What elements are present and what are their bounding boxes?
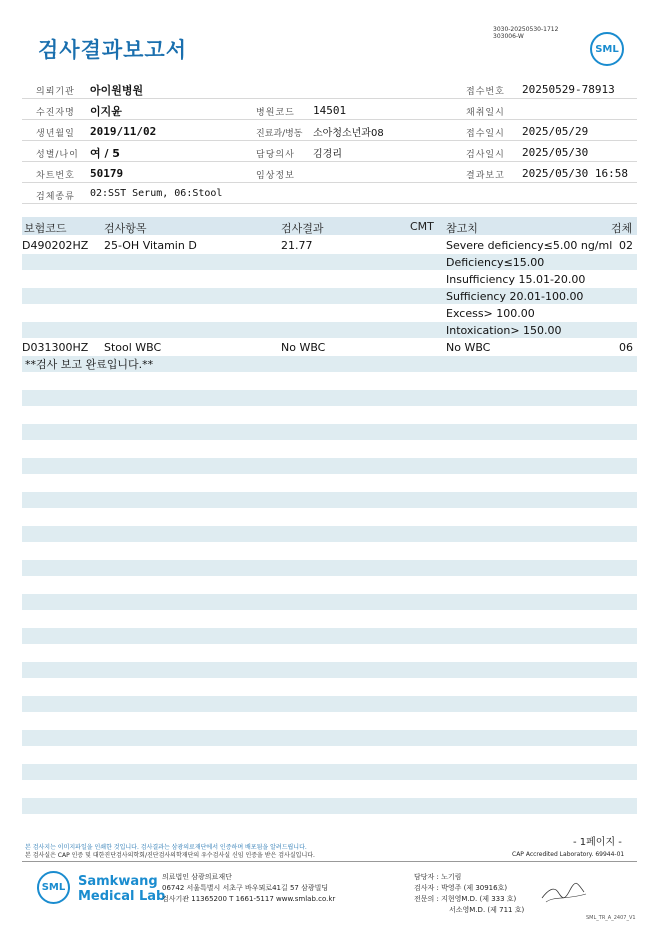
- header-result: 검사결과: [281, 222, 324, 235]
- dob-label: 생년월일: [36, 129, 75, 139]
- test-date-value: 2025/05/30: [522, 146, 589, 159]
- table-stripe: [22, 696, 637, 712]
- patient-value: 이지윤: [90, 105, 122, 118]
- hospital-code-label: 병원코드: [256, 108, 295, 118]
- org-address: 06742 서울특별시 서초구 바우뫼로41길 57 삼광빌딩: [162, 884, 329, 892]
- test-date-label: 검사일시: [466, 150, 505, 160]
- doctor-label: 담당의사: [256, 150, 295, 160]
- table-stripe: [22, 390, 637, 406]
- doctor-value: 김경리: [313, 149, 342, 160]
- header-cmt: CMT: [410, 220, 434, 233]
- form-code: SML_TR_A_2407_V1: [586, 915, 636, 921]
- info-row-5: [22, 163, 637, 183]
- header-specimen: 검체: [611, 222, 633, 235]
- staff-specialist-1: 전문의 : 지현영M.D. (제 333 호): [414, 895, 517, 903]
- info-row-4: [22, 142, 637, 162]
- org-name: 의료법인 삼광의료재단: [162, 873, 232, 881]
- info-row-6: [22, 184, 637, 204]
- table-stripe: [22, 764, 637, 780]
- results-table-header: [22, 217, 637, 235]
- row-reference: Insufficiency 15.01-20.00: [446, 273, 586, 286]
- footer-note-cap: 본 검사실은 CAP 인증 및 대한진단검사의학회/진단검사의학재단의 우수검사실 신임 인증을 받은 검사실입니다.: [25, 852, 315, 859]
- signature-icon: [540, 880, 590, 908]
- receipt-date-label: 접수일시: [466, 129, 505, 139]
- row-specimen: 06: [619, 341, 633, 354]
- collect-date-label: 채취일시: [466, 108, 505, 118]
- specimen-value: 02:SST Serum, 06:Stool: [90, 188, 223, 199]
- sml-footer-logo-icon: SML: [37, 871, 70, 904]
- table-stripe: [22, 798, 637, 814]
- document-code: [493, 26, 558, 40]
- table-stripe: [22, 662, 637, 678]
- report-date-label: 결과보고: [466, 171, 505, 181]
- table-stripe: [22, 492, 637, 508]
- chart-label: 차트번호: [36, 171, 75, 181]
- brand-name-line2: Medical Lab: [78, 889, 166, 904]
- staff-specialist-2: 서소영M.D. (제 711 호): [449, 906, 525, 914]
- info-row-1: [22, 79, 637, 99]
- table-stripe: [22, 526, 637, 542]
- row-reference: Excess> 100.00: [446, 307, 535, 320]
- receipt-no-value: 20250529-78913: [522, 83, 615, 96]
- hospital-code-value: 14501: [313, 104, 347, 117]
- row-reference: Severe deficiency≤5.00 ng/ml: [446, 239, 613, 252]
- clinical-label: 임상정보: [256, 171, 295, 181]
- dept-value: 소아청소년과08: [313, 128, 384, 139]
- staff-manager: 담당자 : 노기림: [414, 873, 462, 881]
- row-specimen: 02: [619, 239, 633, 252]
- row-code: D031300HZ: [22, 341, 89, 354]
- row-reference: Sufficiency 20.01-100.00: [446, 290, 584, 303]
- header-reference: 참고치: [446, 222, 478, 235]
- client-label: 의뢰기관: [36, 87, 75, 97]
- row-item: Stool WBC: [104, 341, 162, 354]
- table-stripe: [22, 594, 637, 610]
- staff-tester: 검사자 : 박영주 (제 30916호): [414, 884, 508, 892]
- row-result: No WBC: [281, 341, 326, 354]
- sex-age-label: 성별/나이: [36, 150, 79, 160]
- footer-note-print: 본 검사지는 이미지파일을 인쇄한 것입니다. 검사결과는 삼광의료재단에서 인증하며 배포됨을 알려드립니다.: [25, 844, 307, 851]
- table-stripe: [22, 560, 637, 576]
- completion-note: **검사 보고 완료입니다.**: [25, 358, 154, 371]
- document-code-1: 3030-20250530-1712: [493, 26, 559, 33]
- footer-divider: [22, 861, 637, 862]
- table-stripe: [22, 730, 637, 746]
- table-stripe: [22, 424, 637, 440]
- header-code: 보험코드: [24, 222, 67, 235]
- row-code: D490202HZ: [22, 239, 89, 252]
- table-stripe: [22, 254, 637, 270]
- row-reference: No WBC: [446, 341, 491, 354]
- row-reference: Intoxication> 150.00: [446, 324, 562, 337]
- receipt-date-value: 2025/05/29: [522, 125, 589, 138]
- patient-label: 수진자명: [36, 108, 75, 118]
- sml-logo-icon: SML: [590, 32, 624, 66]
- dob-value: 2019/11/02: [90, 125, 157, 138]
- org-contact: 검사기관 11365200 T 1661-5117 www.smlab.co.kr: [162, 895, 336, 903]
- header-item: 검사항목: [104, 222, 147, 235]
- report-title: 검사결과보고서: [38, 38, 188, 62]
- page-number: - 1페이지 -: [573, 837, 622, 848]
- row-result: 21.77: [281, 239, 313, 252]
- chart-value: 50179: [90, 167, 124, 180]
- document-code-2: 303006-W: [493, 33, 524, 40]
- receipt-no-label: 접수번호: [466, 87, 505, 97]
- cap-accreditation: CAP Accredited Laboratory. 69944-01: [512, 851, 625, 858]
- client-value: 아이원병원: [90, 84, 144, 97]
- info-row-3: [22, 121, 637, 141]
- sex-age-value: 여 / 5: [90, 147, 120, 160]
- row-item: 25-OH Vitamin D: [104, 239, 197, 252]
- info-row-2: [22, 100, 637, 120]
- report-date-value: 2025/05/30 16:58: [522, 167, 628, 180]
- row-reference: Deficiency≤15.00: [446, 256, 545, 269]
- table-stripe: [22, 628, 637, 644]
- table-stripe: [22, 458, 637, 474]
- dept-label: 진료과/병동: [256, 129, 303, 139]
- specimen-label: 검체종류: [36, 192, 75, 202]
- brand-name-line1: Samkwang: [78, 874, 158, 889]
